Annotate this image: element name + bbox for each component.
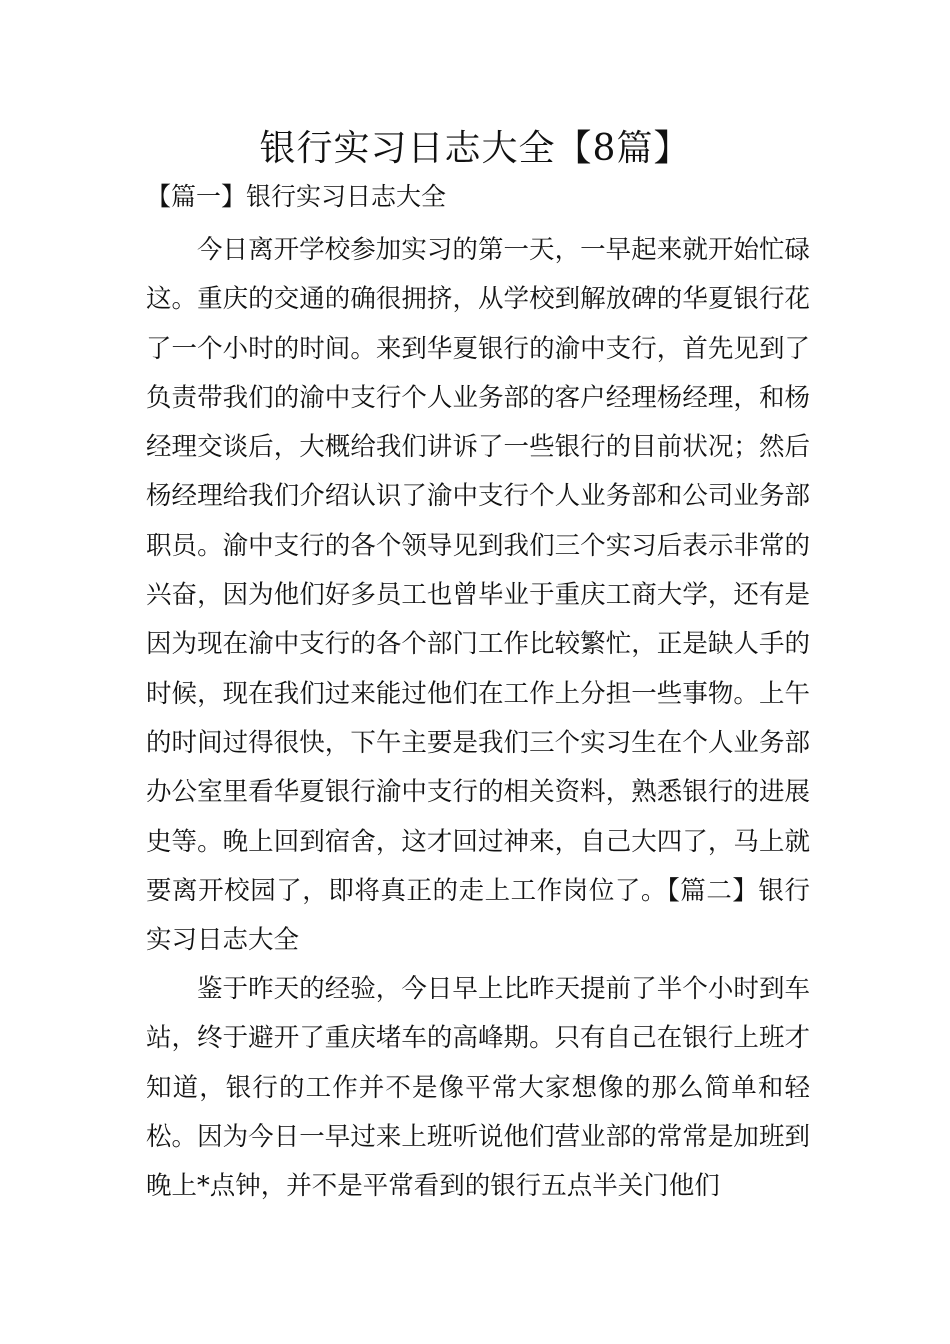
paragraph-1 [146, 226, 810, 965]
paragraph-1-text: 今日离开学校参加实习的第一天，一早起来就开始忙碌这。重庆的交通的确很拥挤，从学校到解放碑的华夏银行花了一个小时的时间。来到华夏银行的渝中支行，首先见到了负责带我们的渝中支行个人业务部的客户经理杨经理，和杨经理交谈后，大概给我们讲诉了一些银行的目前状况；然后杨经理给我们介绍认识了渝中支行个人业务部和公司业务部职员。渝中支行的各个领导见到我们三个实习后表示非常的兴奋，因为他们好多员工也曾毕业于重庆工商大学，还有是因为现在渝中支行的各个部门工作比较繁忙，正是缺人手的时候，现在我们过来能过他们在工作上分担一些事物。上午的时间过得很快，下午主要是我们三个实习生在个人业务部办公室里看华夏银行渝中支行的相关资料，熟悉银行的进展史等。晚上回到宿舍，这才回过神来，自己大四了，马上就要离开校园了，即将真正的走上工作岗位了。 [146, 235, 810, 906]
section-heading-2: 【篇二】银行实习日志大全 [146, 875, 810, 956]
paragraph-2: 鉴于昨天的经验，今日早上比昨天提前了半个小时到车站，终于避开了重庆堵车的高峰期。只有自己在银行上班才知道，银行的工作并不是像平常大家想像的那么简单和轻松。因为今日一早过来上班听说他们营业部的常常是加班到晚上*点钟，并不是平常看到的银行五点半关门他们 [146, 974, 810, 1202]
document-title: 银行实习日志大全【8篇】 [259, 128, 691, 169]
section-heading-1: 【篇一】银行实习日志大全 [146, 182, 447, 211]
